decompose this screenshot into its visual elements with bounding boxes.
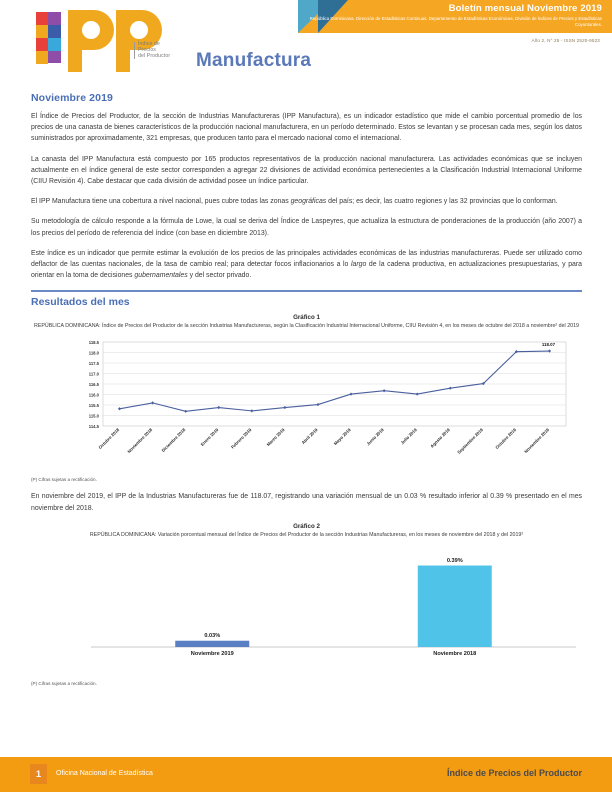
paragraph-2: La canasta del IPP Manufactura está compuesto por 165 productos representativos de la producción nacional manufacturera. Las actividades económicas que se incluyen actualmente en el índice general de este sector corresponden a agregar 22 divisiones de actividad económica pertenecientes a la Clasificación Industrial Internacional Uniforme (CIIU Revisión 4). Cabe destacar que cada división de actividad posee un índice particular. [31, 155, 582, 185]
chart1-y-tick: 114.5 [88, 424, 99, 430]
chart1-x-tick: Agosto 2019 [429, 427, 451, 450]
document-content [31, 92, 582, 686]
chart1-x-tick: Noviembre 2018 [126, 427, 154, 455]
chart1-y-tick: 118.5 [88, 340, 99, 346]
paragraph-3-part-a: El IPP Manufactura tiene una cobertura a nivel nacional, pues cubre todas las zonas [31, 198, 291, 206]
section-divider [31, 290, 582, 291]
chart1-source-note: (P) Cifras sujetas a rectificación. [31, 477, 97, 483]
chart1-x-tick: Marzo 2019 [265, 427, 286, 448]
header-banner [298, 0, 612, 33]
chart2-value-label: 0.03% [204, 633, 221, 640]
paragraph-5-part-a: Este índice es un indicador que permite estimar la evolución de los precios de las principales actividades económicas de las industrias manufactureras. Puede ser utilizado como deflactor de las cuentas nacionales, de la tasa de cambio real; para detectar focos inflacionarios a lo [31, 249, 582, 268]
chart2-bar [175, 641, 249, 647]
paragraph-1: El Índice de Precios del Productor, de la sección de Industrias Manufactureras (IPP Manufactura), es un indicador estadístico que mide el cambio porcentual promedio de los precios de una canasta de bienes característicos de la producción nacional manufacturera, en un período determinado. Estos se levantan y se procesan cada mes, según los datos suministrados por aproximadamente, 321 empresas, que producen tanto para el mercado nacional como el internacional. [31, 113, 582, 143]
chart1-y-tick: 116.0 [88, 392, 99, 398]
logo-tagline-line3: del Productor [134, 54, 196, 60]
chart2-bar [418, 566, 492, 647]
chart2-value-label: 0.39% [446, 558, 463, 565]
chart1-x-tick: Mayo 2019 [332, 427, 352, 447]
chart1-figure-label: Gráfico 1 [293, 313, 320, 321]
issn-line: Año 2, N° 25 - ISSN 2520-9523 [531, 38, 600, 43]
paragraph-5-part-b: de la cadena productiva, en actualizaciones presupuestarias, y para orientar en la toma de decisiones [31, 260, 582, 280]
results-heading: Resultados del mes [31, 295, 130, 308]
page-footer [0, 758, 612, 792]
chart1-x-tick: Abril 2019 [300, 427, 319, 446]
footer-institution: Oficina Nacional de Estadística [56, 770, 153, 777]
chart1-y-tick: 117.0 [88, 371, 99, 377]
chart1-y-tick: 118.0 [88, 350, 99, 356]
chart2-title: REPÚBLICA DOMINICANA: Variación porcentual mensual del Índice de Precios del Productor de la sección Industrias Manufactureras, en los meses de noviembre del 2018 y del 2019² [89, 531, 524, 538]
commentary-paragraph: En noviembre del 2019, el IPP de la Industrias Manufactureras fue de 118.07, registrando una variación mensual de un 0.03 % resultado inferior al 0.39 % presentado en el mes noviembre del 2018. [31, 493, 582, 512]
ipp-logo [30, 4, 190, 80]
chart2-bar-chart [31, 543, 582, 678]
logo-tagline-line2: Precios [134, 48, 196, 54]
chart1-x-tick: Febrero 2019 [230, 427, 253, 450]
chart1-title: REPÚBLICA DOMINICANA: Índice de Precios del Productor de la sección Industrias Manufactureras, según la Clasificación Industrial Internacional Uniforme, CIIU Revisión 4, en los meses de octubre del 2018 a noviembre² del 2019 [34, 322, 579, 329]
logo-tagline-line1: Índice de [134, 42, 196, 48]
chart1-x-tick: Diciembre 2018 [160, 427, 187, 454]
chart1-x-tick: Julio 2019 [399, 427, 418, 446]
chart1-line-chart [31, 334, 582, 474]
chart1-x-tick: Noviembre 2019 [523, 427, 551, 455]
chart1-y-tick: 115.0 [88, 413, 99, 419]
banner-title: Boletín mensual Noviembre 2019 [448, 3, 602, 14]
footer-publication: Índice de Precios del Productor [446, 768, 582, 778]
month-heading: Noviembre 2019 [31, 92, 113, 104]
paragraph-5-emphasis-2: gubernamentales [134, 272, 188, 280]
chart2-source-note: (P) Cifras sujetas a rectificación. [31, 681, 97, 687]
paragraph-3-emphasis: geográficas [290, 198, 327, 206]
chart1-y-tick: 117.5 [88, 361, 99, 367]
paragraph-4: Su metodología de cálculo responde a la fórmula de Lowe, la cual se deriva del Índice de Laspeyres, que actualiza la estructura de ponderaciones de la producción (año 2007) a los precios del período de referencia del índice (con base en diciembre 2013). [31, 218, 582, 237]
logo-tagline [134, 42, 196, 59]
page-number: 1 [30, 764, 47, 784]
chart2-category-label: Noviembre 2018 [433, 651, 477, 658]
chart1-y-tick: 116.5 [88, 382, 99, 388]
chart1-x-tick: Septiembre 2019 [456, 427, 485, 456]
paragraph-3 [31, 196, 582, 207]
paragraph-5 [31, 248, 582, 282]
chart1-x-tick: Junio 2019 [365, 427, 385, 447]
product-title: Manufactura [196, 50, 312, 71]
paragraph-3-part-b: del país; es decir, las cuatro regiones y las 32 provincias que lo conforman. [326, 198, 558, 206]
chart1-x-tick: Enero 2019 [199, 427, 220, 448]
page-header [0, 0, 612, 88]
paragraph-5-part-c: y del sector privado. [187, 272, 252, 280]
paragraph-5-emphasis-1: largo [350, 260, 367, 268]
chart2-category-label: Noviembre 2019 [190, 651, 234, 658]
chart1-data-label: 118.07 [541, 342, 556, 348]
chart2-figure-label: Gráfico 2 [293, 522, 320, 530]
chart1-y-tick: 115.5 [88, 403, 99, 409]
banner-subtitle: República Dominicana. Dirección de Estadísticas Continuas. Departamento de Estadísticas Económicas, División de Índices de Precios y Estadísticas Coyunturales. [309, 16, 602, 28]
chart1-x-tick: Octubre 2018 [97, 427, 121, 451]
chart1-x-tick: Octubre 2019 [494, 427, 518, 451]
